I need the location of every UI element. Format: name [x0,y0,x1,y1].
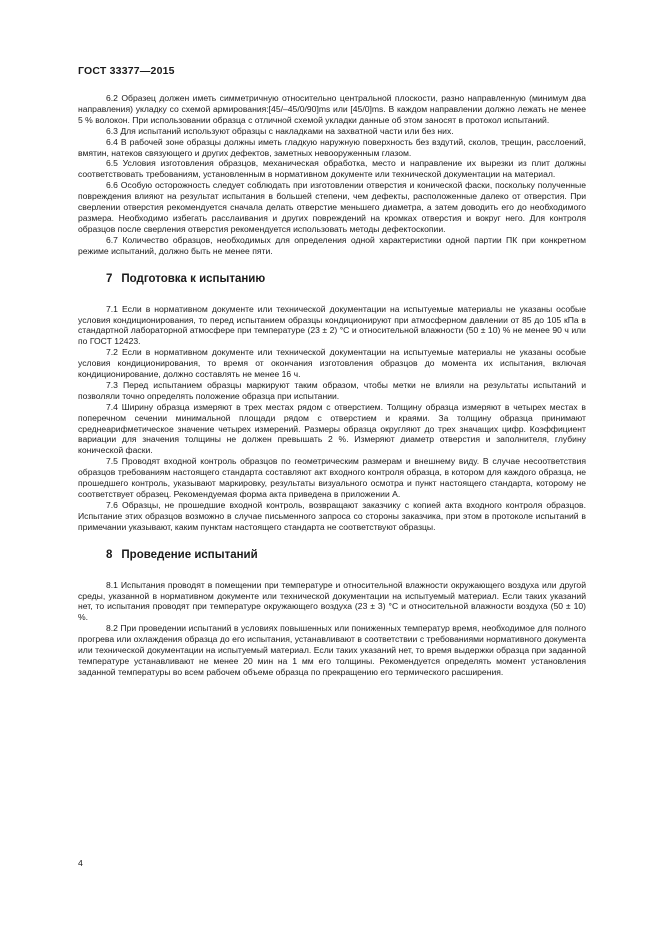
paragraph-7-2: 7.2 Если в нормативном документе или технической документации на испытуемые материалы не указаны особые условия кондиционирования, то время от окончания изготовления образцов до момента их испытания, включая кондиционирование, должно составлять не менее 16 ч. [78,347,586,380]
paragraph-7-6: 7.6 Образцы, не прошедшие входной контроль, возвращают заказчику с копией акта входного контроля образцов. Испытание этих образцов возможно в случае письменного запроса со стороны заказчика, при этом в протоколе испытаний в примечании указывают, каким пунктам настоящего стандарта не соответствуют образцы. [78,499,586,532]
paragraph-6-4: 6.4 В рабочей зоне образцы должны иметь гладкую наружную поверхность без вздутий, сколов, трещин, расслоений, вмятин, натеков связующего и других дефектов, заметных невооруженным глазом. [78,136,586,158]
paragraph-8-2: 8.2 При проведении испытаний в условиях повышенных или пониженных температур время, необходимое для полного прогрева или охлаждения образца до его испытания, устанавливают в соответствии с требованиями нормативного документа или технической документации на испытуемый материал. Если таких указаний нет, то время выдержки образца при заданной температуре устанавливают не менее 20 мин на 1 мм его толщины. Рекомендуется определять момент установления заданной температуры во всем рабочем объеме образца по прекращению его термического расширения. [78,623,586,677]
section-7-heading [78,272,586,286]
paragraph-6-6: 6.6 Особую осторожность следует соблюдать при изготовлении отверстия и конической фаски, поскольку полученные повреждения влияют на результат испытания в большей степени, чем дефекты, расположенные далеко от отверстия. При сверлении отверстия рекомендуется сначала делать отверстие меньшего диаметра, а затем доводить его до необходимого размера. Необходимо избегать расслаивания и других повреждений на кромках отверстия и вокруг него. Для контроля образцов после сверления отверстия рекомендуется использовать методы дефектоскопии. [78,180,586,234]
paragraph-7-1: 7.1 Если в нормативном документе или технической документации на испытуемые материалы не указаны особые условия кондиционирования, то перед испытанием образцы кондиционируют при атмосферном давлении от 85 до 105 кПа в стандартной лабораторной атмосфере при температуре (23 ± 2) °С и относительной влажности (50 ± 10) % не менее 90 ч или по ГОСТ 12423. [78,303,586,347]
paragraph-7-4: 7.4 Ширину образца измеряют в трех местах рядом с отверстием. Толщину образца измеряют в четырех местах в поперечном сечении минимальной площади рядом с отверстием и краями. За толщину образца принимают среднеарифметическое значение четырех измерений. Размеры образца округляют до трех значащих цифр. Коэффициент вариации для значения толщины не должен превышать 2 %. Измеряют диаметр отверстия и заполнителя, глубину конической фаски. [78,401,586,456]
section-8-number: 8 [106,548,113,561]
paragraph-6-5: 6.5 Условия изготовления образцов, механическая обработка, место и направление их вырезки из плит должны соответствовать требованиям, установленным в нормативном документе или технической документации на материал. [78,158,586,180]
section-7-number: 7 [106,272,113,285]
paragraph-8-1: 8.1 Испытания проводят в помещении при температуре и относительной влажности окружающего воздуха или другой среды, указанной в нормативном документе или технической документации на испытуемый материал. Если таких указаний нет, то испытания проводят при температуре окружающего воздуха (23 ± 3) °С и относительной влажности воздуха (50 ± 10) %. [78,579,586,623]
page-number: 4 [78,858,83,868]
paragraph-7-5: 7.5 Проводят входной контроль образцов по геометрическим размерам и внешнему виду. В случае несоответствия образцов требованиям настоящего стандарта составляют акт входного контроля образца, в котором для каждого образца, не прошедшего контроль, указывают маркировку, результаты визуального осмотра и пункт настоящего стандарта, которому не соответствует образец. Рекомендуемая форма акта приведена в приложении А. [78,456,586,499]
section-7-title: Подготовка к испытанию [121,272,266,285]
paragraph-6-2: 6.2 Образец должен иметь симметричную относительно центральной плоскости, разно направленную (минимум два направления) укладку со схемой армирования:[45/–45/0/90]ms или [45/0]ms. В каждом направлении должно лежать не менее 5 % волокон. При использовании образца с отличной схемой укладки данные об этом заносят в протокол испытаний. [78,93,586,125]
paragraph-6-3: 6.3 Для испытаний используют образцы с накладками на захватной части или без них. [106,125,454,136]
section-8-heading [78,548,586,562]
section-8-title: Проведение испытаний [121,548,258,561]
document-body [78,93,586,678]
paragraph-7-3: 7.3 Перед испытанием образцы маркируют таким образом, чтобы метки не влияли на результаты испытаний и позволяли точно определять положение образца при испытании. [78,379,586,401]
document-header: ГОСТ 33377—2015 [78,65,175,77]
paragraph-6-7: 6.7 Количество образцов, необходимых для определения одной характеристики одной партии ПК при конкретном режиме испытаний, должно быть не менее пяти. [78,234,586,256]
